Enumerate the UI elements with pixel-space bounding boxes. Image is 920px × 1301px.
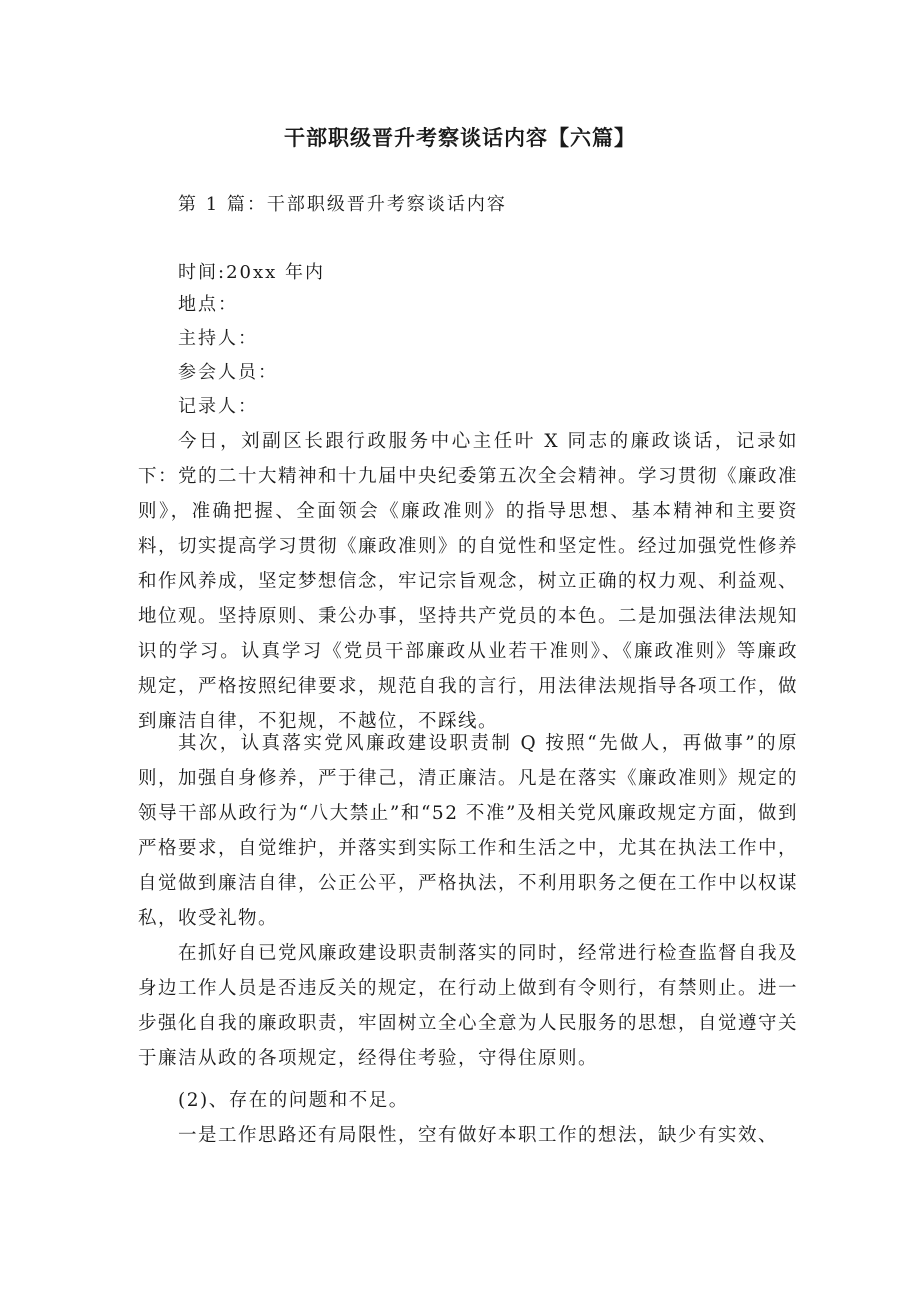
paragraph-problem-1: 一是工作思路还有局限性，空有做好本职工作的想法，缺少有实效、 bbox=[178, 1125, 779, 1146]
document-title: 干部职级晋升考察谈话内容【六篇】 bbox=[284, 126, 636, 150]
meta-time: 时间:20xx 年内 bbox=[178, 262, 325, 283]
meta-recorder: 记录人： bbox=[178, 396, 258, 417]
chapter-subtitle: 第 1 篇：干部职级晋升考察谈话内容 bbox=[178, 194, 507, 215]
paragraph-study: 党的二十大精神和十九届中央纪委第五次全会精神。学习贯彻《廉政准则》，准确把握、全面领会《廉政准则》的指导思想、基本精神和主要资料，切实提高学习贯彻《廉政准则》的自觉性和坚定性。经过加强党性修养和作风养成，坚定梦想信念，牢记宗旨观念，树立正确的权力观、利益观、地位观。坚持原则、秉公办事，坚持共产党员的本色。二是加强法律法规知识的学习。认真学习《党员干部廉政从业若干准则》、《廉政准则》等廉政规定，严格按照纪律要求，规范自我的言行，用法律法规指导各项工作，做到廉洁自律，不犯规，不越位，不踩线。 bbox=[138, 466, 799, 732]
meta-host: 主持人： bbox=[178, 328, 258, 349]
paragraph-intro: 今日，刘副区长跟行政服务中心主任叶 X 同志的廉政谈话，记录如下： bbox=[138, 431, 798, 487]
paragraph-responsibility: 其次，认真落实党风廉政建设职责制 Q 按照“先做人，再做事”的原则，加强自身修养，严于律己，清正廉洁。凡是在落实《廉政准则》规定的领导干部从政行为“八大禁止”和“52 不准”及相关党风廉政规定方面，做到严格要求，自觉维护，并落实到实际工作和生活之中，尤其在执法工作中，自觉做到廉洁自律，公正公平，严格执法，不利用职务之便在工作中以权谋私，收受礼物。 bbox=[138, 733, 799, 929]
paragraph-supervision: 在抓好自已党风廉政建设职责制落实的同时，经常进行检查监督自我及身边工作人员是否违反关的规定，在行动上做到有令则行，有禁则止。进一步强化自我的廉政职责，牢固树立全心全意为人民服务的思想，自觉遵守关于廉洁从政的各项规定，经得住考验，守得住原则。 bbox=[138, 943, 799, 1069]
meta-attendees: 参会人员： bbox=[178, 362, 278, 383]
section-heading-problems: (2)、存在的问题和不足。 bbox=[178, 1090, 409, 1111]
meta-place: 地点： bbox=[178, 294, 238, 315]
